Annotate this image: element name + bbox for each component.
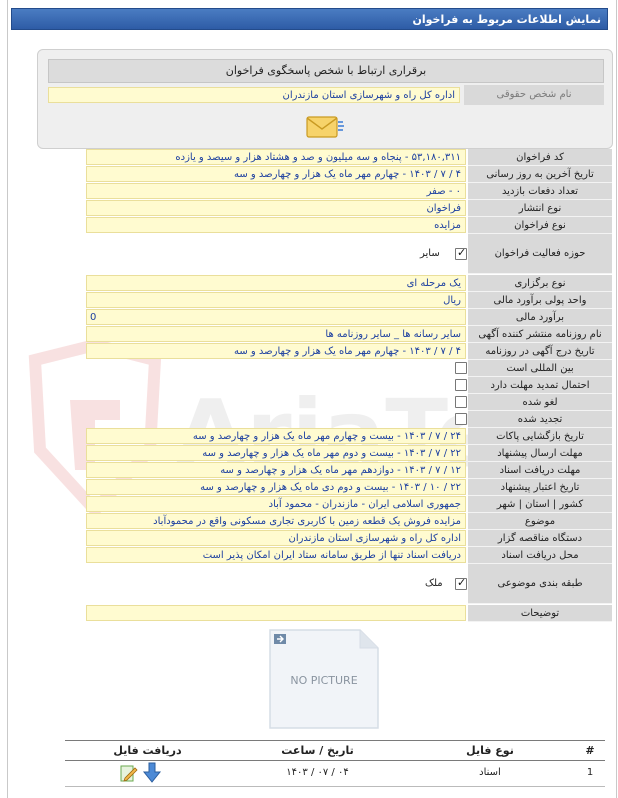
international-checkbox[interactable]: [455, 362, 467, 374]
activity-option: سایر: [420, 248, 440, 259]
code-label: کد فراخوان: [468, 149, 612, 166]
table-row: [65, 760, 605, 787]
category-option: ملک: [425, 578, 443, 589]
validity-value: ۲۲ / ۱۰ / ۱۴۰۳ - بیست و دوم دی ماه یک هزار و چهارصد و سه: [86, 479, 466, 495]
category-checkbox[interactable]: [455, 578, 467, 590]
currency-label: واحد پولی برآورد مالی: [468, 292, 612, 309]
category-label: طبقه بندی موضوعی: [468, 564, 612, 604]
location-label: کشور | استان | شهر: [468, 496, 612, 513]
doc-deadline-label: مهلت دریافت اسناد: [468, 462, 612, 479]
estimate-label: برآورد مالی: [468, 309, 612, 326]
subject-value: مزایده فروش یک قطعه زمین با کاربری تجاری مسکونی واقع در محمودآباد: [86, 513, 466, 529]
doc-place-value: دریافت اسناد تنها از طریق سامانه ستاد ایران امکان پذیر است: [86, 547, 466, 563]
notes-value: [86, 605, 466, 621]
open-date-value: ۲۴ / ۷ / ۱۴۰۳ - بیست و چهارم مهر ماه یک هزار و چهارصد و سه: [86, 428, 466, 444]
file-row-num: 1: [586, 767, 594, 778]
hold-type-value: یک مرحله ای: [86, 275, 466, 291]
last-update-value: ۴ / ۷ / ۱۴۰۳ - چهارم مهر ماه یک هزار و چهارصد و سه: [86, 166, 466, 182]
contact-person-value: اداره کل راه و شهرسازی استان مازندران: [48, 87, 460, 103]
contact-person-label: نام شخص حقوقی: [464, 85, 604, 105]
renewed-checkbox[interactable]: [455, 413, 467, 425]
envelope-icon[interactable]: [305, 114, 345, 140]
send-deadline-value: ۲۲ / ۷ / ۱۴۰۳ - بیست و دوم مهر ماه یک هزار و چهارصد و سه: [86, 445, 466, 461]
activity-checkbox[interactable]: [455, 248, 467, 260]
international-label: بین المللی است: [468, 360, 612, 377]
visits-label: تعداد دفعات بازدید: [468, 183, 612, 200]
hold-type-label: نوع برگزاری: [468, 275, 612, 292]
canceled-label: لغو شده: [468, 394, 612, 411]
publish-type-value: فراخوان: [86, 200, 466, 216]
call-type-label: نوع فراخوان: [468, 217, 612, 234]
validity-label: تاریخ اعتبار پیشنهاد: [468, 479, 612, 496]
files-col-date: تاریخ / ساعت: [281, 744, 354, 757]
ad-date-value: ۴ / ۷ / ۱۴۰۳ - چهارم مهر ماه یک هزار و چهارصد و سه: [86, 343, 466, 359]
visits-value: ۰ - صفر: [86, 183, 466, 199]
code-value: ۵۳,۱۸۰,۳۱۱ - پنجاه و سه میلیون و صد و هشتاد هزار و سیصد و یازده: [86, 149, 466, 165]
file-row-date: ۱۴۰۳ / ۰۷ / ۰۴: [286, 767, 349, 778]
ad-date-label: تاریخ درج آگهی در روزنامه: [468, 343, 612, 360]
currency-value: ریال: [86, 292, 466, 308]
newspaper-label: نام روزنامه منتشر کننده آگهی: [468, 326, 612, 343]
location-value: جمهوری اسلامی ایران - مازندران - محمود آباد: [86, 496, 466, 512]
activity-label: حوزه فعالیت فراخوان: [468, 234, 612, 274]
edit-icon[interactable]: [119, 763, 139, 783]
subject-label: موضوع: [468, 513, 612, 530]
files-table-header: [65, 740, 605, 761]
canceled-checkbox[interactable]: [455, 396, 467, 408]
files-col-num: #: [585, 744, 595, 757]
window-title: نمایش اطلاعات مربوط به فراخوان: [11, 8, 608, 30]
publish-type-label: نوع انتشار: [468, 200, 612, 217]
contact-header: برقراری ارتباط با شخص پاسخگوی فراخوان: [48, 59, 604, 83]
file-row-type: اسناد: [479, 767, 501, 778]
download-arrow-icon[interactable]: [142, 762, 162, 784]
newspaper-value: سایر رسانه ها _ سایر روزنامه ها: [86, 326, 466, 342]
send-deadline-label: مهلت ارسال پیشنهاد: [468, 445, 612, 462]
notes-label: توضیحات: [468, 605, 612, 622]
doc-place-label: محل دریافت اسناد: [468, 547, 612, 564]
organizer-label: دستگاه مناقصه گزار: [468, 530, 612, 547]
extension-label: احتمال تمدید مهلت دارد: [468, 377, 612, 394]
extension-checkbox[interactable]: [455, 379, 467, 391]
last-update-label: تاریخ آخرین به روز رسانی: [468, 166, 612, 183]
organizer-value: اداره کل راه و شهرسازی استان مازندران: [86, 530, 466, 546]
no-picture-image: [268, 628, 380, 730]
doc-deadline-value: ۱۲ / ۷ / ۱۴۰۳ - دوازدهم مهر ماه یک هزار و چهارصد و سه: [86, 462, 466, 478]
files-col-download: دریافت فایل: [113, 744, 182, 757]
renewed-label: تجدید شده: [468, 411, 612, 428]
file-row-actions: [65, 760, 230, 786]
call-type-value: مزایده: [86, 217, 466, 233]
open-date-label: تاریخ بازگشایی پاکات: [468, 428, 612, 445]
files-col-type: نوع فایل: [466, 744, 514, 757]
estimate-value: 0: [86, 309, 466, 325]
no-picture-text: NO PICTURE: [290, 674, 358, 687]
